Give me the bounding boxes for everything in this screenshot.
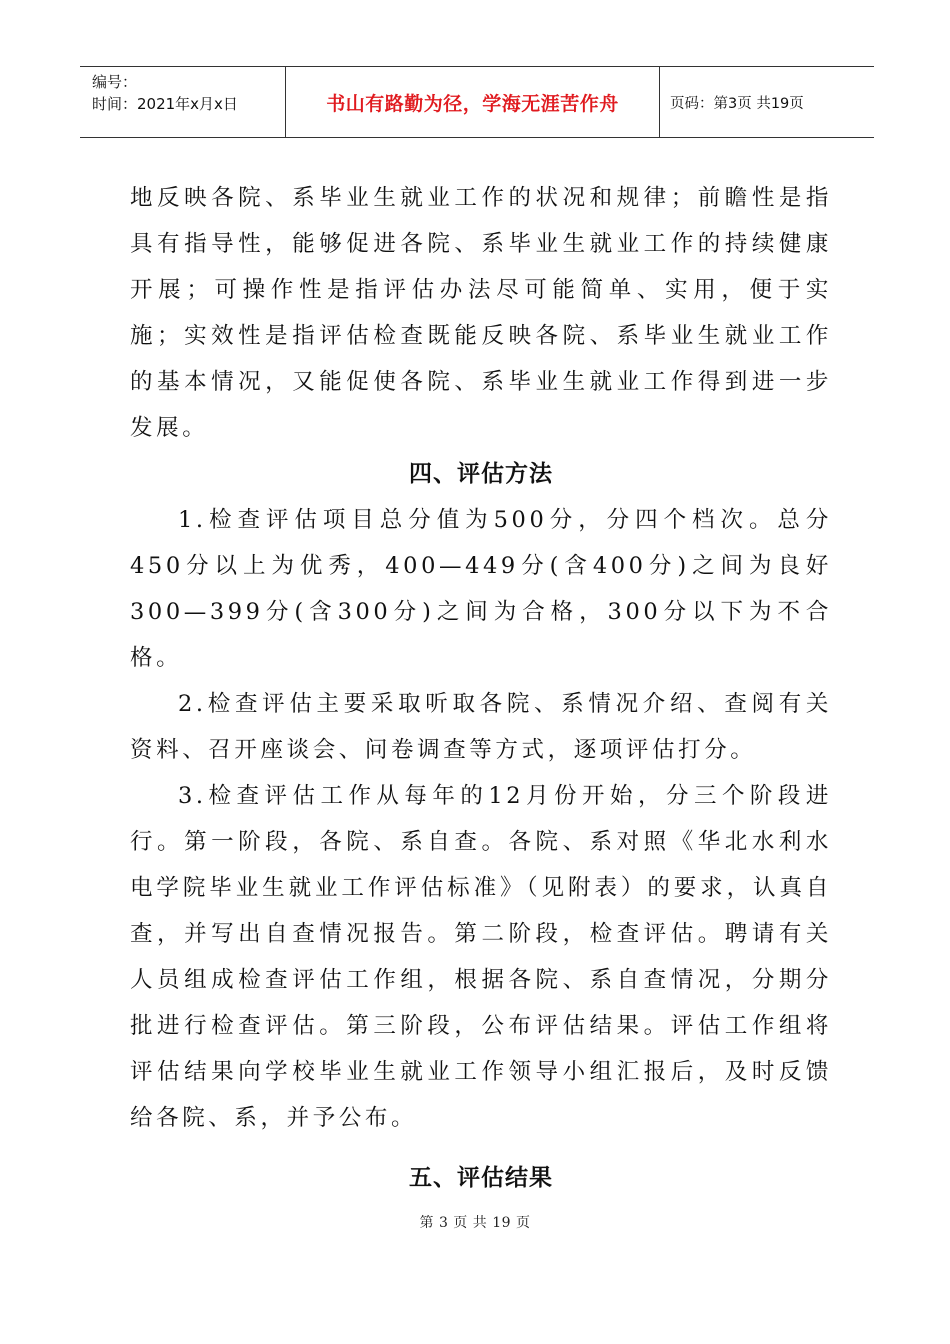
page-footer: 第 3 页 共 19 页 xyxy=(419,1215,531,1231)
method-item-3: 3.检查评估工作从每年的12月份开始，分三个阶段进行。第一阶段，各院、系自查。各院、系对照《华北水利水电学院毕业生就业工作评估标准》（见附表）的要求，认真自查，并写出自查情况报告。第二阶段，检查评估。聘请有关人员组成检查评估工作组，根据各院、系自查情况，分期分批进行检查评估。第三阶段，公布评估结果。评估工作组将评估结果向学校毕业生就业工作领导小组汇报后，及时反馈给各院、系，并予公布。 xyxy=(130,783,832,1131)
header-page-info: 页码：第3页 共19页 xyxy=(670,95,804,112)
header-motto: 书山有路勤为径，学海无涯苦作舟 xyxy=(286,67,660,137)
header-meta xyxy=(80,67,286,137)
method-item-2: 2.检查评估主要采取听取各院、系情况介绍、查阅有关资料、召开座谈会、问卷调查等方式，逐项评估打分。 xyxy=(130,691,832,763)
section-heading-evaluation-result: 五、评估结果 xyxy=(409,1165,553,1191)
paragraph-continued: 地反映各院、系毕业生就业工作的状况和规律；前瞻性是指具有指导性，能够促进各院、系毕业生就业工作的持续健康开展；可操作性是指评估办法尽可能简单、实用，便于实施；实效性是指评估检查既能反映各院、系毕业生就业工作的基本情况，又能促使各院、系毕业生就业工作得到进一步发展。 xyxy=(130,185,832,441)
section-heading-evaluation-method: 四、评估方法 xyxy=(409,461,553,487)
document-body xyxy=(130,175,832,1201)
page-header xyxy=(80,66,874,138)
time-label: 时间：2021年x月x日 xyxy=(92,95,238,113)
method-item-1: 1.检查评估项目总分值为500分，分四个档次。总分450分以上为优秀，400—449分(含400分)之间为良好300—399分(含300分)之间为合格，300分以下为不合格。 xyxy=(130,507,832,671)
code-label: 编号： xyxy=(92,73,138,91)
